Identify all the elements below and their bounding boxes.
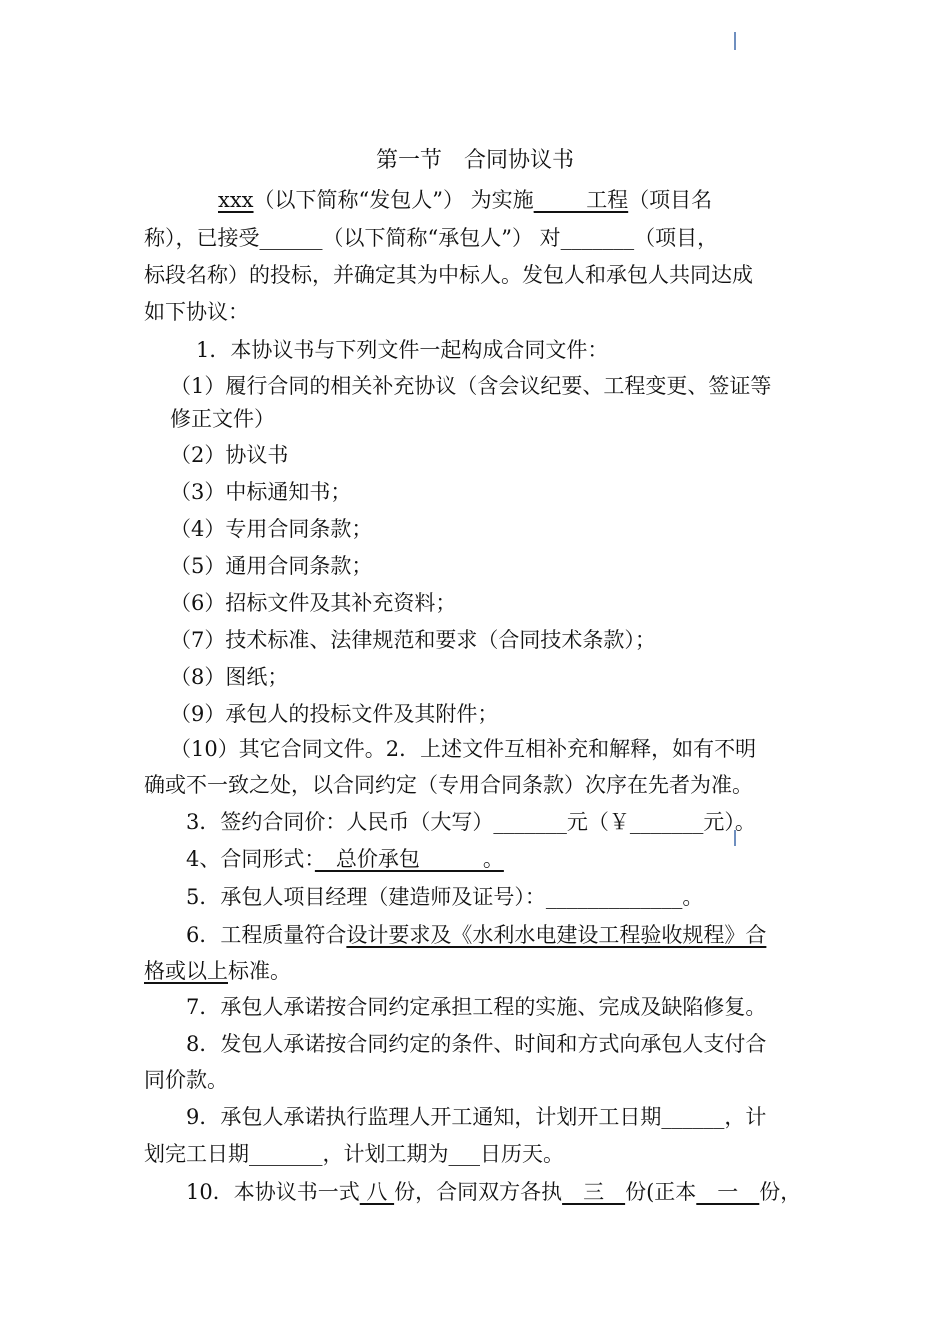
copies-total: 八 xyxy=(359,1180,395,1204)
intro-line-4: 如下协议： xyxy=(144,300,249,324)
start-date-blank: ______， xyxy=(661,1105,746,1129)
doc-item-7: （7）技术标准、法律规范和要求（合同技术条款）； xyxy=(170,628,656,652)
clause-9-line-1: 9．承包人承诺执行监理人开工通知，计划开工日期______，计 xyxy=(186,1105,767,1129)
clause-4: 4、合同形式： 总价承包 。 xyxy=(186,847,504,871)
doc-item-5: （5）通用合同条款； xyxy=(170,554,373,578)
intro-line-3: 标段名称）的投标，并确定其为中标人。发包人和承包人共同达成 xyxy=(144,263,753,287)
cursor-mark-top xyxy=(734,32,736,50)
quality-standard-cont: 格或以上 xyxy=(144,959,228,983)
employer-name: xxx xyxy=(218,188,254,212)
clause-6-line-2: 格或以上标准。 xyxy=(144,959,291,983)
project-name-blank: _____工程 xyxy=(533,188,629,212)
copies-original: 一 xyxy=(696,1180,760,1204)
clause-2-line-1: （10）其它合同文件。2．上述文件互相补充和解释，如有不明 xyxy=(170,737,757,761)
clause-10: 10．本协议书一式 八 份，合同双方各执 三 份(正本 一 份， xyxy=(186,1180,802,1204)
doc-item-4: （4）专用合同条款； xyxy=(170,517,373,541)
doc-item-2: （2）协议书 xyxy=(170,443,289,467)
intro-line-2: 称），已接受______（以下简称“承包人”） 对_______（项目， xyxy=(144,226,719,250)
clause-8-line-2: 同价款。 xyxy=(144,1068,228,1092)
clause-9-line-2: 划完工日期_______，计划工期为___日历天。 xyxy=(144,1142,564,1166)
quality-standard: 设计要求及《水利水电建设工程验收规程》合 xyxy=(346,923,767,947)
clause-2-line-2: 确或不一致之处，以合同约定（专用合同条款）次序在先者为准。 xyxy=(144,773,753,797)
copies-each: 三 xyxy=(562,1180,626,1204)
price-words-blank: _______ xyxy=(493,810,567,834)
doc-item-1-cont: 修正文件） xyxy=(170,407,275,431)
end-date-blank: _______， xyxy=(249,1142,344,1166)
contract-form-value: 总价承包 。 xyxy=(314,847,504,871)
clause-8-line-1: 8．发包人承诺按合同约定的条件、时间和方式向承包人支付合 xyxy=(186,1032,767,1056)
doc-item-9: （9）承包人的投标文件及其附件； xyxy=(170,702,499,726)
clause-6-line-1: 6．工程质量符合设计要求及《水利水电建设工程验收规程》合 xyxy=(186,923,767,947)
clause-1: 1．本协议书与下列文件一起构成合同文件： xyxy=(196,338,609,362)
clause-5: 5．承包人项目经理（建造师及证号）：_____________。 xyxy=(186,885,704,909)
manager-blank: _____________ xyxy=(545,885,683,909)
section-blank: _______ xyxy=(560,226,635,250)
duration-blank: ___ xyxy=(448,1142,480,1166)
clause-3: 3．签约合同价：人民币（大写）_______元（￥_______元）。 xyxy=(186,810,756,834)
doc-item-8: （8）图纸； xyxy=(170,665,289,689)
doc-item-1: （1）履行合同的相关补充协议（含会议纪要、工程变更、签证等 xyxy=(170,374,772,398)
contractor-blank: ______ xyxy=(259,226,323,250)
doc-item-3: （3）中标通知书； xyxy=(170,480,352,504)
clause-7: 7．承包人承诺按合同约定承担工程的实施、完成及缺陷修复。 xyxy=(186,995,767,1019)
price-figure-blank: _______ xyxy=(629,810,704,834)
document-title: 第一节 合同协议书 xyxy=(375,148,574,173)
doc-item-6: （6）招标文件及其补充资料； xyxy=(170,591,457,615)
intro-line-1: xxx（以下简称“发包人”） 为实施_____工程（项目名 xyxy=(218,188,713,212)
